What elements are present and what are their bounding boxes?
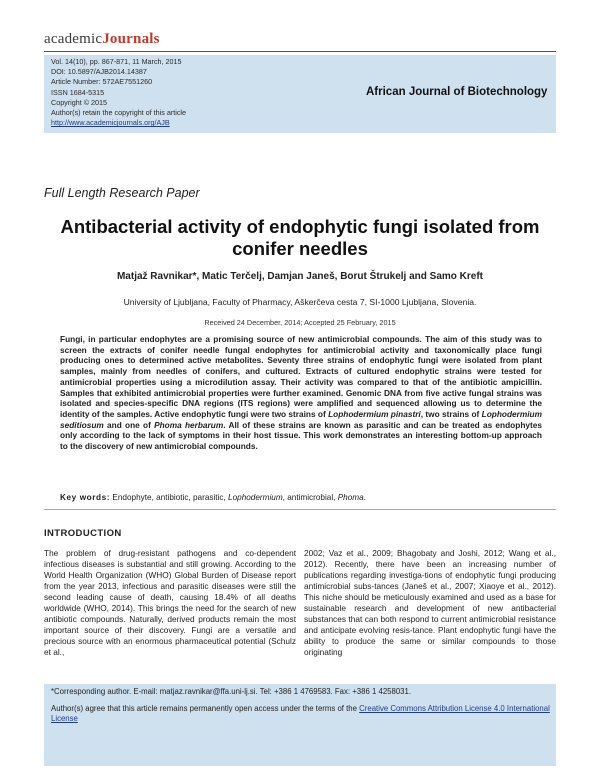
intro-left-column: The problem of drug-resistant pathogens and co-dependent infectious diseases is substantial and still growing. According to the World Health Organization (WHO) Global Burden of Disease report from the year 2013, infectious and parasitic diseases were still the second leading cause of death, causing 18.4% of all deaths worldwide (WHO, 2014). This brings the need for the search of new antibiotic compounds. Naturally, derived products remain the most important source of their discovery. Fungi are a versatile and precious source with an enormous pharmaceutical potential (Schulz et al., — [44, 548, 296, 657]
author-list: Matjaž Ravnikar*, Matic Terčelj, Damjan Janeš, Borut Štrukelj and Samo Kreft — [116, 271, 484, 282]
abstract — [60, 334, 542, 452]
abstract-text-2: , two strains of — [420, 408, 482, 419]
keywords-italic-1: Lophodermium — [228, 493, 283, 502]
keywords-text-2: , antimicrobial, — [282, 493, 338, 502]
section-divider — [44, 509, 556, 510]
logo-part-journals: Journals — [102, 31, 160, 47]
abstract-text-3: and one of — [103, 419, 155, 430]
abstract-species-2: Lophodermium seditiosum — [60, 408, 543, 430]
paper-type: Full Length Research Paper — [44, 186, 200, 200]
abstract-species-3: Phoma herbarum — [154, 419, 224, 430]
meta-copyright: Copyright © 2015 — [51, 97, 108, 107]
intro-right-column: 2002; Vaz et al., 2009; Bhagobaty and Joshi, 2012; Wang et al., 2012). Recently, there have been an increasing number of publications regarding investiga-tions of endophytic fungi producing antimicrobial subs-tances (Janeš et al., 2007; Xiaoye et al., 2012). This niche should be meticulously examined and used as a base for sustainable research and development of new antibacterial substances that can both respond to current antimicrobial resistance and anticipate evolving resis-tance. Plant endophytic fungi have the ability to produce the same or similar compounds to those originating — [304, 548, 556, 657]
abstract-text-1: Fungi, in particular endophytes are a promising source of new antimicrobial compounds. The aim of this study was to screen the extracts of conifer needle fungal endophytes for antimicrobial activity and taxonomically place fungi producing ones to determined active metabolites. Seventy three strains of endophytic fungi were isolated from plant samples, mainly from needles of conifers, and cultured. Extracts of cultured endophytic strains were tested for antimicrobial properties using a microdilution assay. Their activity was compared to that of the antibiotic ampicillin. Samples that exhibited antimicrobial properties were further examined. Genomic DNA from five active fungal strains was isolated and species-specific DNA regions (ITS regions) were amplified and sequenced allowing us to determine the identity of the samples. Active endophytic fungi were two strains of — [60, 334, 542, 419]
meta-issn: ISSN 1684-5315 — [51, 87, 105, 97]
header-rule — [44, 51, 556, 52]
received-dates: Received 24 December, 2014; Accepted 25 February, 2015 — [204, 318, 396, 327]
article-meta — [51, 57, 186, 128]
keywords-italic-2: Phoma — [337, 493, 364, 502]
journal-name: African Journal of Biotechnology — [366, 86, 548, 98]
abstract-text-4: . All of these strains are known as parasitic and can be treated as endophytes only according to the lack of symptoms in their host tissue. This work demonstrates an interesting bottom-up approach to the discovery of new antimicrobial compounds. — [60, 419, 542, 452]
license-text: Author(s) agree that this article remains permanently open access under the terms of the — [51, 704, 360, 713]
meta-article-number: Article Number: 572AE7551260 — [51, 77, 153, 87]
license-note — [51, 704, 551, 724]
keywords — [60, 493, 542, 502]
keywords-label: Key words: — [60, 493, 111, 502]
abstract-species-1: Lophodermium pinastri — [328, 408, 421, 419]
introduction-heading: INTRODUCTION — [44, 528, 122, 539]
paper-title: Antibacterial activity of endophytic fungi isolated from conifer needles — [60, 216, 540, 259]
affiliation: University of Ljubljana, Faculty of Pharmacy, Aškerčeva cesta 7, SI-1000 Ljubljana, Slovenia. — [123, 297, 477, 307]
keywords-text-1: Endophyte, antibiotic, parasitic, — [110, 493, 229, 502]
meta-volume: Vol. 14(10), pp. 867-871, 11 March, 2015 — [51, 57, 182, 66]
footnote-box — [44, 684, 556, 766]
journal-url-link[interactable]: http://www.academicjournals.org/AJB — [51, 118, 170, 128]
publisher-logo — [44, 31, 160, 48]
license-link[interactable]: Creative Commons Attribution License 4.0 International License — [51, 704, 550, 723]
corresponding-author-note: *Corresponding author. E-mail: matjaz.ravnikar@ffa.uni-lj.si. Tel: +386 1 4769583. Fax: +386 1 4258031. — [51, 687, 412, 696]
meta-rights: Author(s) retain the copyright of this article — [51, 108, 187, 118]
keywords-text-3: . — [363, 493, 366, 502]
logo-part-academic: academic — [44, 31, 103, 47]
meta-doi: DOI: 10.5897/AJB2014.14387 — [51, 67, 147, 77]
